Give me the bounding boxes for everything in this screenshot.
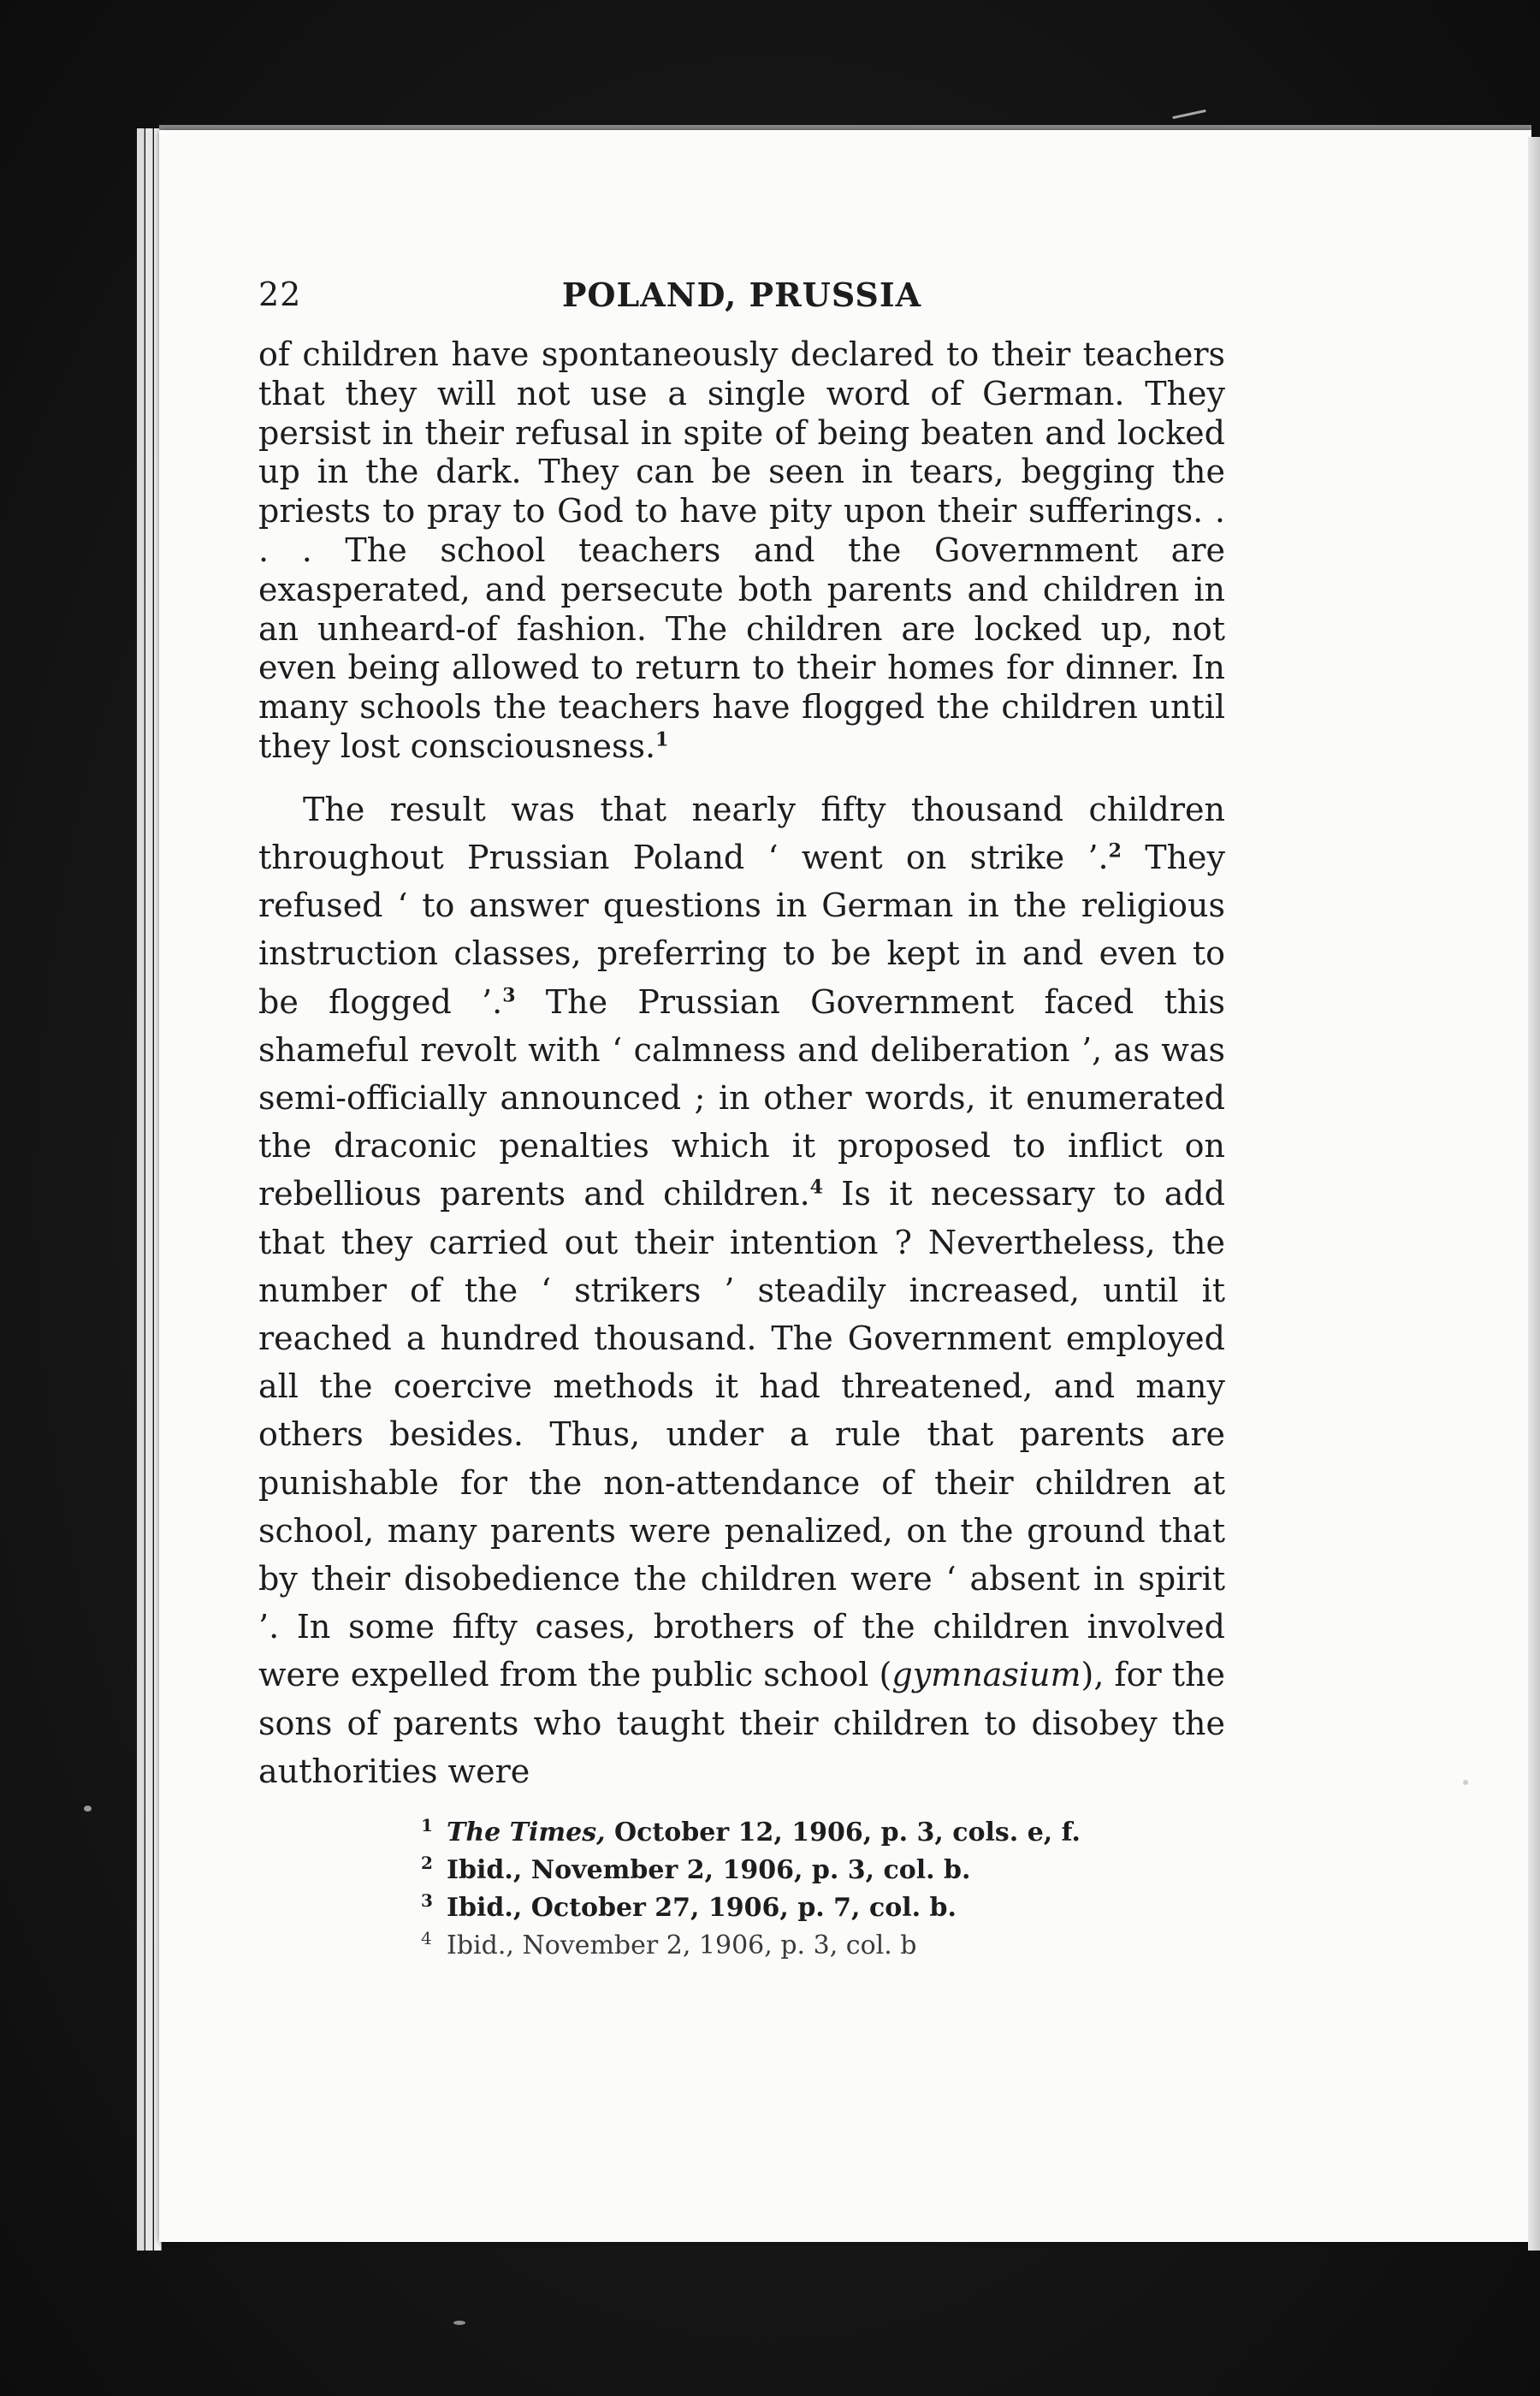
- page-number: 22: [258, 276, 302, 313]
- footnote-text: Ibid., November 2, 1906, p. 3, col. b.: [447, 1855, 971, 1886]
- page-right-edge: [1528, 137, 1540, 2251]
- paragraph-text: They refused ‘ to answer questions in German in the religious instruction classes, preferring to be kept in and even to be flogged ’.: [258, 838, 1225, 1021]
- paragraph-continued: [258, 335, 1225, 767]
- paragraph-text: The result was that nearly fifty thousand children throughout Prussian Poland ‘ went on strike ’.: [258, 790, 1225, 876]
- paragraph-text: Is it necessary to add that they carried out their intention ? Nevertheless, the number of the ‘ strikers ’ steadily increased, until it reached a hundred thousand. The Government employed all the coercive methods it had threatened, and many others besides. Thus, under a rule that parents are punishable for the non-attendance of their children at school, many parents were penalized, on the ground that by their disobedience the children were ‘ absent in spirit ’. In some fifty cases, brothers of the children involved were expelled from the public school (: [258, 1175, 1225, 1694]
- paragraph-text: The Prussian Government faced this shameful revolt with ‘ calmness and deliberation ’, as was semi-officially announced ; in other words, it enumerated the draconic penalties which it proposed to inflict on rebellious parents and children.: [258, 982, 1225, 1213]
- paragraph-text: ), for the sons of parents who taught their children to disobey the authorities were: [258, 1656, 1225, 1790]
- footnote: 3 Ibid., October 27, 1906, p. 7, col. b.: [421, 1890, 957, 1924]
- dust-speck: [1463, 1780, 1468, 1785]
- running-title: POLAND, PRUSSIA: [561, 276, 922, 314]
- footnote-text: Ibid., October 27, 1906, p. 7, col. b.: [447, 1893, 957, 1924]
- page-content: [258, 145, 1225, 1965]
- dust-speck: [84, 1806, 92, 1812]
- footnote-text: October 12, 1906, p. 3, cols. e, f.: [605, 1818, 1081, 1848]
- page-edge: [137, 128, 145, 2251]
- body-text: [258, 335, 1225, 1795]
- footnote-reference: 2: [1108, 839, 1122, 863]
- footnote: 1 The Times, October 12, 1906, p. 3, cols. e, f.: [421, 1815, 1081, 1848]
- dust-speck: [1172, 110, 1206, 119]
- footnote-reference: 1: [655, 728, 669, 751]
- paragraph: [258, 786, 1225, 1795]
- italic-term: gymnasium: [891, 1656, 1081, 1694]
- footnote: 2 Ibid., November 2, 1906, p. 3, col. b.: [421, 1853, 971, 1886]
- running-head: [258, 276, 1225, 327]
- footnote: 4 Ibid., November 2, 1906, p. 3, col. b: [421, 1928, 917, 1961]
- footnotes: [258, 1814, 1225, 1965]
- page-edge: [145, 128, 153, 2251]
- footnote-reference: 3: [502, 983, 516, 1006]
- footnote-reference: 4: [809, 1176, 823, 1199]
- footnote-text: Ibid., November 2, 1906, p. 3, col. b: [447, 1930, 917, 1961]
- footnote-source: The Times,: [447, 1818, 606, 1848]
- dust-speck: [453, 2321, 465, 2325]
- paragraph-text: of children have spontaneously declared to their teachers that they will not use a single word of German. They persist in their refusal in spite of being beaten and locked up in the dark. They can be seen in tears, begging the priests to pray to God to have pity upon their sufferings. . . . The school teachers and the Government are exasperated, and persecute both parents and children in an unheard-of fashion. The children are locked up, not even being allowed to return to their homes for dinner. In many schools the teachers have flogged the children until they lost consciousness.: [258, 335, 1225, 765]
